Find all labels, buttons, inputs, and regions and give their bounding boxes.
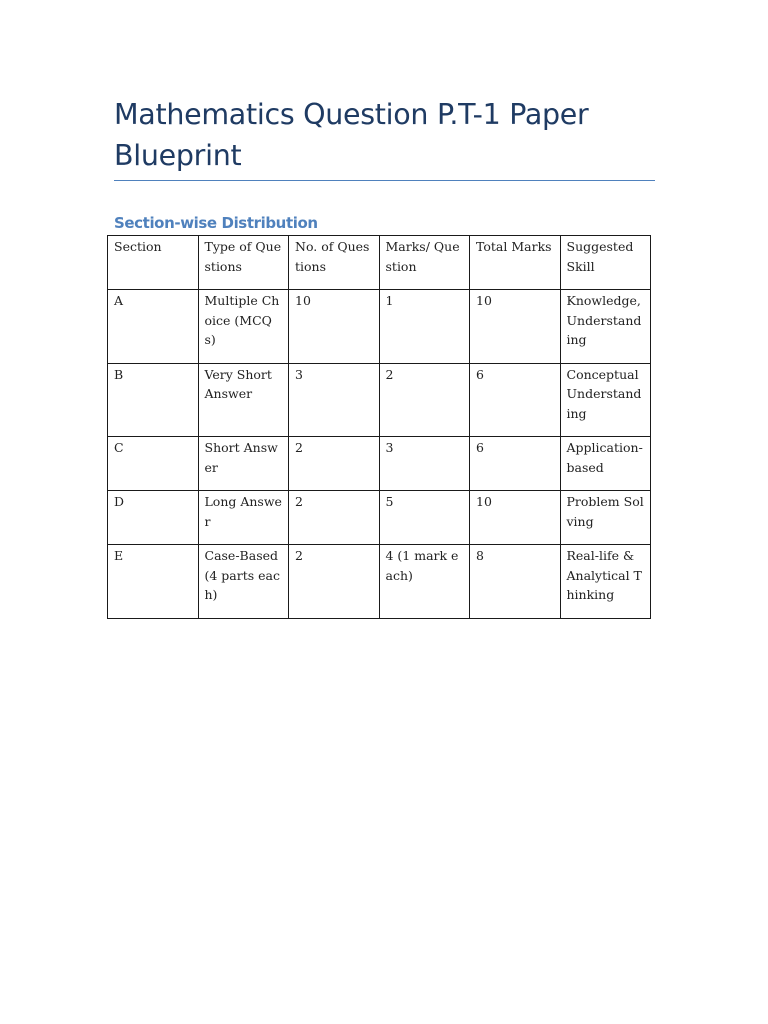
cell-section: E bbox=[108, 545, 199, 619]
cell-type: Very Short Answer bbox=[198, 363, 289, 437]
table-row bbox=[108, 290, 651, 364]
table-row bbox=[108, 437, 651, 491]
cell-marks: 1 bbox=[379, 290, 470, 364]
table-row bbox=[108, 363, 651, 437]
header-marks-per-question: Marks/ Question bbox=[379, 236, 470, 290]
cell-skill: Knowledge, Understanding bbox=[560, 290, 651, 364]
table-row bbox=[108, 491, 651, 545]
header-section: Section bbox=[108, 236, 199, 290]
cell-total: 6 bbox=[470, 363, 561, 437]
header-type-of-questions: Type of Questions bbox=[198, 236, 289, 290]
header-total-marks: Total Marks bbox=[470, 236, 561, 290]
cell-marks: 5 bbox=[379, 491, 470, 545]
cell-count: 2 bbox=[289, 491, 380, 545]
cell-skill: Conceptual Understanding bbox=[560, 363, 651, 437]
cell-skill: Problem Solving bbox=[560, 491, 651, 545]
cell-count: 2 bbox=[289, 545, 380, 619]
cell-type: Short Answer bbox=[198, 437, 289, 491]
cell-count: 3 bbox=[289, 363, 380, 437]
cell-section: A bbox=[108, 290, 199, 364]
cell-marks: 3 bbox=[379, 437, 470, 491]
cell-marks: 2 bbox=[379, 363, 470, 437]
section-heading: Section-wise Distribution bbox=[114, 214, 318, 232]
cell-total: 10 bbox=[470, 290, 561, 364]
cell-total: 8 bbox=[470, 545, 561, 619]
cell-section: D bbox=[108, 491, 199, 545]
header-suggested-skill: Suggested Skill bbox=[560, 236, 651, 290]
title-underline bbox=[114, 180, 655, 181]
cell-skill: Application-based bbox=[560, 437, 651, 491]
cell-type: Case-Based (4 parts each) bbox=[198, 545, 289, 619]
cell-count: 10 bbox=[289, 290, 380, 364]
cell-total: 6 bbox=[470, 437, 561, 491]
table-row bbox=[108, 545, 651, 619]
cell-count: 2 bbox=[289, 437, 380, 491]
cell-type: Long Answer bbox=[198, 491, 289, 545]
cell-section: B bbox=[108, 363, 199, 437]
cell-total: 10 bbox=[470, 491, 561, 545]
cell-type: Multiple Choice (MCQs) bbox=[198, 290, 289, 364]
cell-section: C bbox=[108, 437, 199, 491]
page-title: Mathematics Question P.T-1 Paper Blueprint bbox=[114, 98, 589, 172]
distribution-table bbox=[107, 235, 651, 619]
table-header-row bbox=[108, 236, 651, 290]
header-no-of-questions: No. of Questions bbox=[289, 236, 380, 290]
cell-marks: 4 (1 mark each) bbox=[379, 545, 470, 619]
cell-skill: Real-life & Analytical Thinking bbox=[560, 545, 651, 619]
